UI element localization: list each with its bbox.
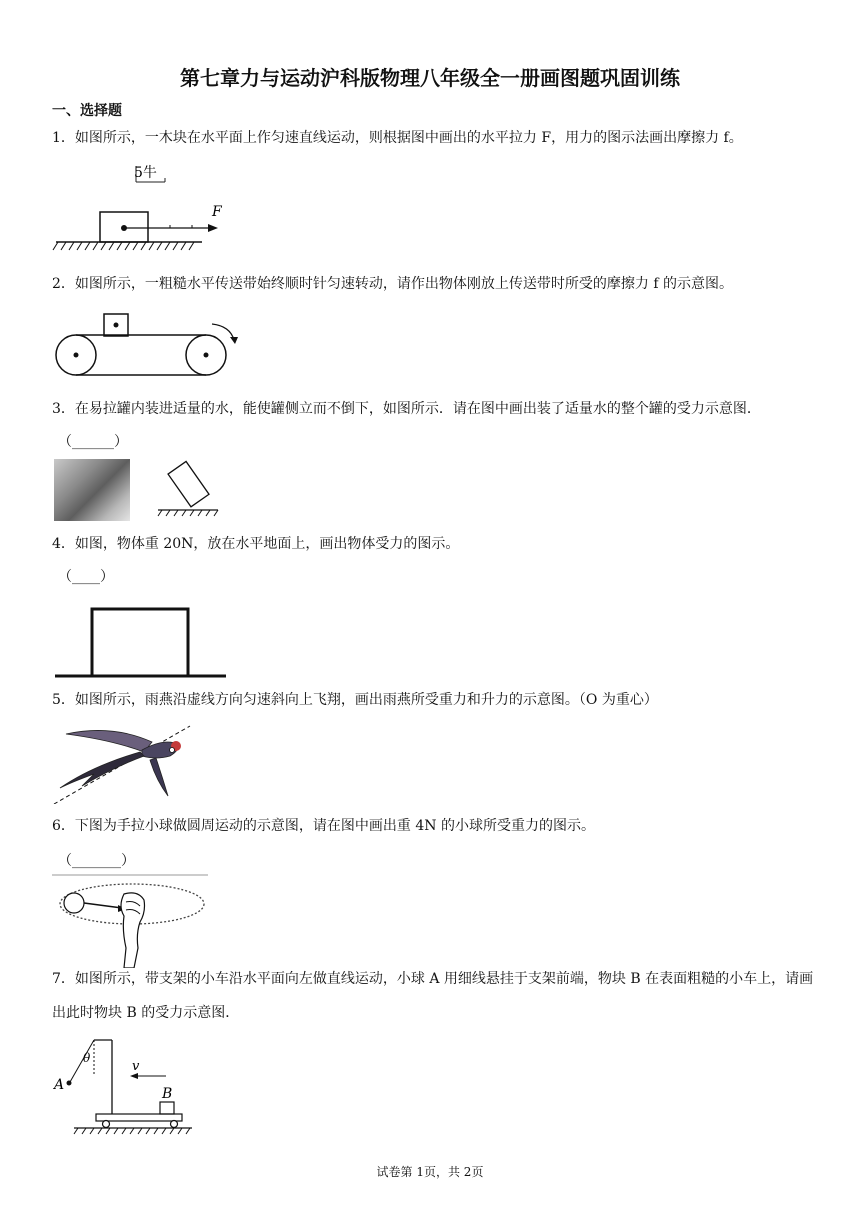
figure-q3-tilted-can [150, 458, 225, 524]
figure-q7-cart [52, 1036, 202, 1136]
question-3-answer-blank: （______） [58, 434, 128, 450]
question-6-answer-blank: （_______） [58, 853, 135, 869]
page-title: 第七章力与运动沪科版物理八年级全一册画图题巩固训练 [180, 66, 680, 90]
scale-label: 5牛 [134, 165, 157, 181]
figure-q5-swallow [52, 716, 192, 804]
figure-q2-conveyor-belt [52, 310, 242, 382]
block-b-label: B [162, 1086, 173, 1102]
question-6-text: 6．下图为手拉小球做圆周运动的示意图，请在图中画出重 4N 的小球所受重力的图示。 [52, 818, 595, 834]
figure-q1-block-force [52, 158, 232, 256]
question-3-text: 3．在易拉罐内装进适量的水，能使罐侧立而不倒下，如图所示．请在图中画出装了适量水的整个罐的受力示意图． [52, 401, 761, 417]
can-photo [54, 459, 130, 521]
section-heading: 一、选择题 [52, 103, 122, 119]
velocity-v-label: v [132, 1059, 140, 1074]
force-f-label: F [212, 204, 222, 220]
angle-theta-label: θ [83, 1051, 91, 1065]
question-4-text: 4．如图，物体重 20N，放在水平地面上，画出物体受力的图示。 [52, 536, 460, 552]
question-1-text: 1．如图所示，一木块在水平面上作匀速直线运动，则根据图中画出的水平拉力 F，用力的图示法画出摩擦力 f。 [52, 130, 743, 146]
question-2-text: 2．如图所示，一粗糙水平传送带始终顺时针匀速转动，请作出物体刚放上传送带时所受的摩擦力 f 的示意图。 [52, 276, 733, 292]
figure-q4-box-on-ground [52, 600, 232, 682]
question-4-answer-blank: （____） [58, 569, 114, 585]
figure-q6-circular-motion [52, 872, 212, 968]
question-7-text: 7．如图所示，带支架的小车沿水平面向左做直线运动，小球 A 用细线悬挂于支架前端，物块 B 在表面粗糙的小车上，请画出此时物块 B 的受力示意图． [52, 971, 814, 1021]
ball-a-label: A [54, 1077, 65, 1093]
page-footer: 试卷第 1页，共 2页 [376, 1165, 484, 1179]
question-5-text: 5．如图所示，雨燕沿虚线方向匀速斜向上飞翔，画出雨燕所受重力和升力的示意图。（O 为重心） [52, 692, 658, 708]
